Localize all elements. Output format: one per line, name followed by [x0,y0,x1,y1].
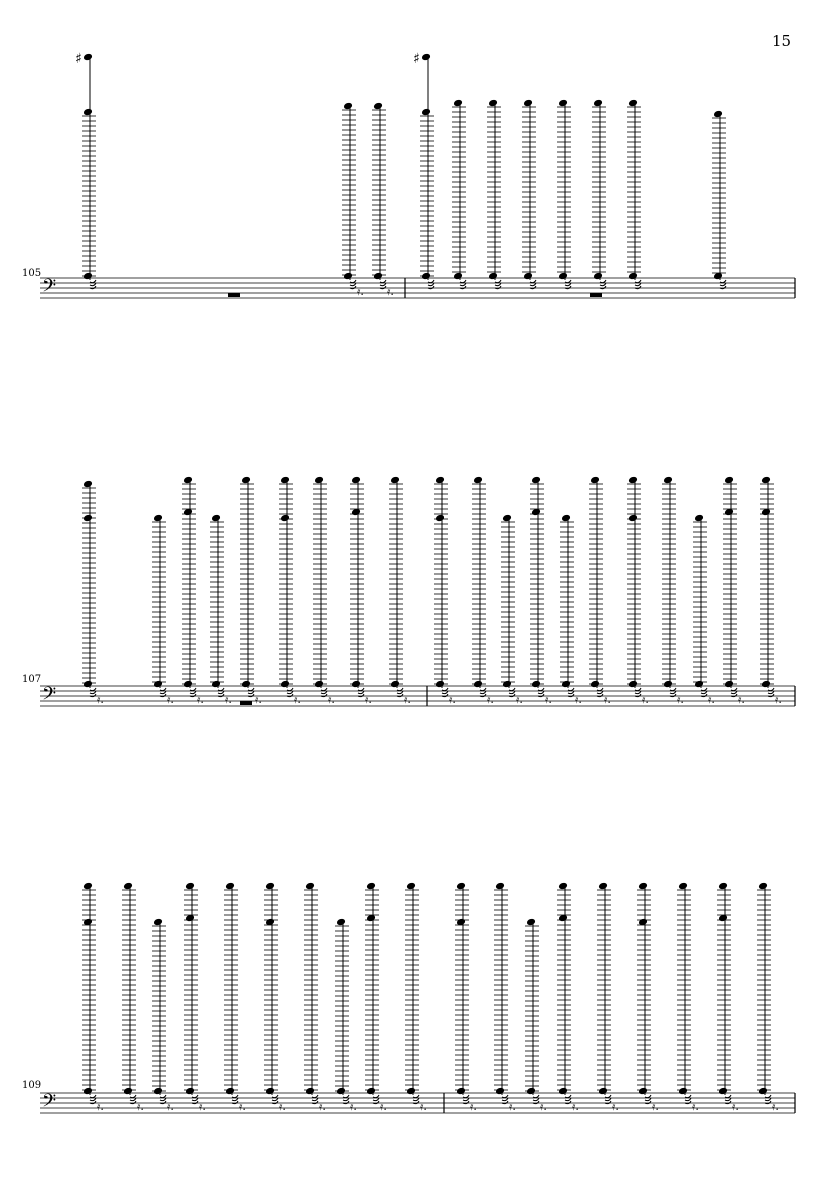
notehead [598,882,608,891]
rest-icon: 𝄿. [449,693,456,706]
rest-icon: 𝄿. [677,693,684,706]
notehead [366,882,376,891]
rest-icon: 𝄿. [545,693,552,706]
note-flag [380,280,386,283]
rest-icon: 𝄿. [642,693,649,706]
notehead [153,514,163,523]
note-flag [90,688,96,691]
notehead [663,680,673,689]
notehead [526,1087,536,1096]
rest-icon: 𝄿. [420,1100,427,1113]
notehead [314,680,324,689]
notehead [453,272,463,281]
note-flag [397,688,403,691]
notehead [265,882,275,891]
note-flag [312,1095,318,1098]
notehead [453,99,463,108]
notehead [225,882,235,891]
note-flag [413,1095,419,1098]
rest-icon: 𝄿. [328,693,335,706]
notehead [185,882,195,891]
notehead [593,99,603,108]
rest-icon: 𝄿. [612,1100,619,1113]
notehead [280,514,290,523]
note-flag [600,280,606,283]
rest-icon: 𝄿. [167,1100,174,1113]
notehead [183,476,193,485]
notehead [761,476,771,485]
notehead [628,514,638,523]
rest-icon: 𝄿. [387,285,394,298]
rest-icon: 𝄿. [652,1100,659,1113]
note-flag [565,1095,571,1098]
notehead [558,882,568,891]
notehead [305,882,315,891]
note-flag [597,691,603,694]
note-flag [645,1095,651,1098]
note-flag [321,691,327,694]
notehead [153,918,163,927]
measure-number-109: 109 [22,1080,42,1091]
rest [240,701,252,705]
rest-icon: 𝄿. [279,1100,286,1113]
notehead [280,680,290,689]
rest-icon: 𝄿. [470,1100,477,1113]
notehead [502,514,512,523]
rest-icon: 𝄿. [575,693,582,706]
bass-clef-icon: 𝄢 [42,276,57,301]
rest-icon: 𝄿. [97,693,104,706]
note-flag [480,688,486,691]
note-flag [731,688,737,691]
notehead [406,882,416,891]
notehead [593,272,603,281]
notehead [531,680,541,689]
notehead [343,272,353,281]
rest [590,293,602,297]
note-flag [509,691,515,694]
notehead [343,102,353,111]
note-flag [442,688,448,691]
notehead [390,476,400,485]
note-flag [725,1095,731,1098]
note-flag [670,688,676,691]
notehead [83,108,93,117]
rest-icon: 𝄿. [319,1100,326,1113]
notehead [694,514,704,523]
note-flag [495,280,501,283]
note-flag [428,280,434,283]
rest-icon: 𝄿. [738,693,745,706]
rest-icon: 𝄿. [225,693,232,706]
notehead [488,272,498,281]
notehead [83,514,93,523]
note-flag [343,1095,349,1098]
notehead [123,1087,133,1096]
notehead [523,99,533,108]
sharp-icon: ♯ [75,51,82,67]
notehead [473,476,483,485]
note-flag [397,691,403,694]
note-flag [90,280,96,283]
notehead [758,1087,768,1096]
notehead [390,680,400,689]
rest-icon: 𝄿. [380,1100,387,1113]
notehead [678,882,688,891]
rest-icon: 𝄿. [509,1100,516,1113]
note-flag [130,1095,136,1098]
notehead [718,1087,728,1096]
note-flag [218,688,224,691]
note-flag [90,1095,96,1098]
note-flag [160,1095,166,1098]
notehead [83,272,93,281]
note-flag [321,688,327,691]
notehead [435,476,445,485]
note-flag [480,691,486,694]
note-flag [685,1095,691,1098]
note-flag [568,688,574,691]
note-flag [463,1095,469,1098]
rest-icon: 𝄿. [772,1100,779,1113]
rest-icon: 𝄿. [255,693,262,706]
note-flag [358,691,364,694]
note-flag [232,1095,238,1098]
note-flag [670,691,676,694]
note-flag [90,691,96,694]
notehead [435,514,445,523]
note-flag [442,691,448,694]
notehead [305,1087,315,1096]
note-flag [565,280,571,283]
rest-icon: 𝄿. [775,693,782,706]
note-flag [731,691,737,694]
note-flag [287,688,293,691]
notehead [558,99,568,108]
note-flag [635,280,641,283]
rest-icon: 𝄿. [199,1100,206,1113]
note-flag [538,688,544,691]
notehead [758,882,768,891]
note-flag [720,280,726,283]
note-flag [160,691,166,694]
notehead [523,272,533,281]
notehead [373,102,383,111]
rest-icon: 𝄿. [357,285,364,298]
measure-number-105: 105 [22,268,42,279]
rest-icon: 𝄿. [572,1100,579,1113]
notehead [456,1087,466,1096]
notehead [153,680,163,689]
notehead [421,53,431,62]
notehead [526,918,536,927]
notehead [713,110,723,119]
notehead [83,882,93,891]
rest-icon: 𝄿. [167,693,174,706]
note-flag [530,280,536,283]
note-flag [358,688,364,691]
notehead [456,882,466,891]
notehead [558,1087,568,1096]
rest-icon: 𝄿. [487,693,494,706]
notehead [280,476,290,485]
note-flag [509,688,515,691]
note-flag [768,691,774,694]
notehead [558,272,568,281]
notehead [502,680,512,689]
note-flag [190,691,196,694]
note-flag [248,688,254,691]
note-flag [635,691,641,694]
notehead [241,476,251,485]
notation-layer [40,51,795,1116]
note-flag [350,280,356,283]
notehead [421,108,431,117]
note-flag [190,688,196,691]
notehead [628,272,638,281]
notehead [366,1087,376,1096]
notehead [724,680,734,689]
notehead [351,680,361,689]
rest-icon: 𝄿. [540,1100,547,1113]
notehead [561,680,571,689]
notehead [473,680,483,689]
note-flag [605,1095,611,1098]
note-flag [765,1095,771,1098]
rest [228,293,240,297]
rest-icon: 𝄿. [516,693,523,706]
rest-icon: 𝄿. [197,693,204,706]
note-flag [218,691,224,694]
note-flag [568,691,574,694]
rest-icon: 𝄿. [137,1100,144,1113]
notehead [488,99,498,108]
notehead [351,476,361,485]
notehead [628,99,638,108]
notehead [628,680,638,689]
notehead [265,1087,275,1096]
note-flag [538,691,544,694]
notehead [83,53,93,62]
notehead [663,476,673,485]
notehead [83,680,93,689]
note-flag [460,280,466,283]
notehead [531,476,541,485]
notehead [183,680,193,689]
rest-icon: 𝄿. [97,1100,104,1113]
rest-icon: 𝄿. [294,693,301,706]
rest-icon: 𝄿. [708,693,715,706]
note-flag [701,688,707,691]
notehead [694,680,704,689]
notehead [185,1087,195,1096]
notehead [314,476,324,485]
notehead [406,1087,416,1096]
notehead [211,514,221,523]
note-flag [248,691,254,694]
note-flag [597,688,603,691]
notehead [638,1087,648,1096]
notehead [590,476,600,485]
note-flag [502,1095,508,1098]
notehead [561,514,571,523]
notehead [724,476,734,485]
notehead [435,680,445,689]
rest-icon: 𝄿. [239,1100,246,1113]
measure-number-107: 107 [22,674,42,685]
note-flag [160,688,166,691]
notehead [718,882,728,891]
notehead [225,1087,235,1096]
note-flag [635,688,641,691]
notehead [421,272,431,281]
notehead [590,680,600,689]
notehead [153,1087,163,1096]
note-flag [701,691,707,694]
sharp-icon: ♯ [413,51,420,67]
notehead [373,272,383,281]
note-flag [373,1095,379,1098]
rest-icon: 𝄿. [604,693,611,706]
notehead [761,680,771,689]
notehead [241,680,251,689]
notehead [83,480,93,489]
rest-icon: 𝄿. [404,693,411,706]
rest-icon: 𝄿. [692,1100,699,1113]
page-number: 15 [772,32,792,50]
rest-icon: 𝄿. [365,693,372,706]
notehead [678,1087,688,1096]
notehead [211,680,221,689]
notehead [336,1087,346,1096]
notehead [628,476,638,485]
rest-icon: 𝄿. [350,1100,357,1113]
note-flag [533,1095,539,1098]
note-flag [272,1095,278,1098]
bass-clef-icon: 𝄢 [42,1091,57,1116]
note-flag [192,1095,198,1098]
notehead [123,882,133,891]
notehead [598,1087,608,1096]
notehead [83,1087,93,1096]
note-flag [768,688,774,691]
notehead [336,918,346,927]
notehead [495,882,505,891]
note-flag [287,691,293,694]
notehead [495,1087,505,1096]
notehead [638,882,648,891]
rest-icon: 𝄿. [732,1100,739,1113]
bass-clef-icon: 𝄢 [42,684,57,709]
